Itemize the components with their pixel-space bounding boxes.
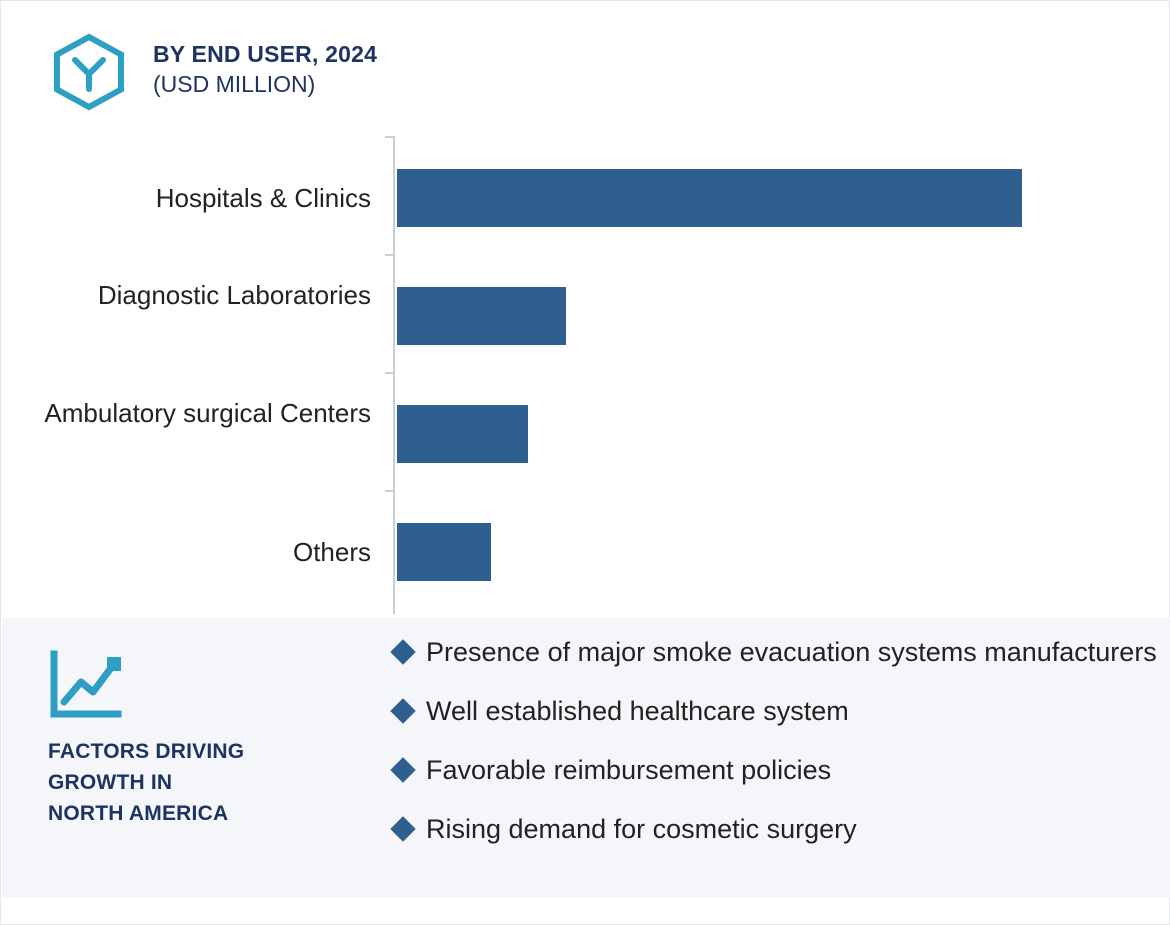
axis-tick	[385, 136, 395, 138]
list-item-label: Presence of major smoke evacuation systems manufacturers	[426, 637, 1157, 667]
bar-row	[1, 126, 1170, 244]
axis-tick	[385, 254, 395, 256]
diamond-bullet-icon	[390, 698, 415, 723]
list-item-label: Favorable reimbursement policies	[426, 755, 832, 785]
hexagon-y-logo-icon	[51, 33, 127, 111]
bar-row	[1, 362, 1170, 480]
bar-row	[1, 244, 1170, 362]
bar-rows	[1, 126, 1170, 618]
chart-subtitle: (USD MILLION)	[153, 71, 316, 97]
line-chart-growth-icon	[48, 650, 126, 722]
bar-label: Hospitals & Clinics	[155, 183, 371, 213]
bar-ambulatory-surgical-centers	[397, 405, 528, 463]
bar-chart	[1, 126, 1170, 618]
bar-others	[397, 523, 491, 581]
chart-header	[1, 1, 1169, 126]
bar-diagnostic-laboratories	[397, 287, 566, 345]
growth-factors-title	[48, 736, 368, 829]
list-item	[392, 632, 1162, 673]
list-item	[392, 809, 1162, 850]
growth-factors-panel	[2, 618, 1170, 898]
list-item	[392, 691, 1162, 732]
growth-factors-title-line2: GROWTH IN	[48, 771, 173, 794]
chart-title: BY END USER, 2024	[153, 41, 378, 67]
list-item-label: Well established healthcare system	[426, 696, 849, 726]
growth-factors-list	[392, 632, 1162, 868]
bar-hospitals-clinics	[397, 169, 1022, 227]
bar-row	[1, 480, 1170, 598]
page-title	[153, 39, 377, 99]
growth-factors-title-line3: NORTH AMERICA	[48, 802, 229, 825]
bar-label: Others	[292, 537, 371, 567]
axis-tick	[385, 372, 395, 374]
diamond-bullet-icon	[390, 639, 415, 664]
list-item-label: Rising demand for cosmetic surgery	[426, 814, 857, 844]
bar-label: Diagnostic Laboratories	[97, 280, 371, 310]
axis-tick	[385, 490, 395, 492]
bar-label: Ambulatory surgical Centers	[44, 398, 371, 428]
list-item	[392, 750, 1162, 791]
diamond-bullet-icon	[390, 757, 415, 782]
diamond-bullet-icon	[390, 816, 415, 841]
growth-factors-title-line1: FACTORS DRIVING	[48, 740, 245, 763]
